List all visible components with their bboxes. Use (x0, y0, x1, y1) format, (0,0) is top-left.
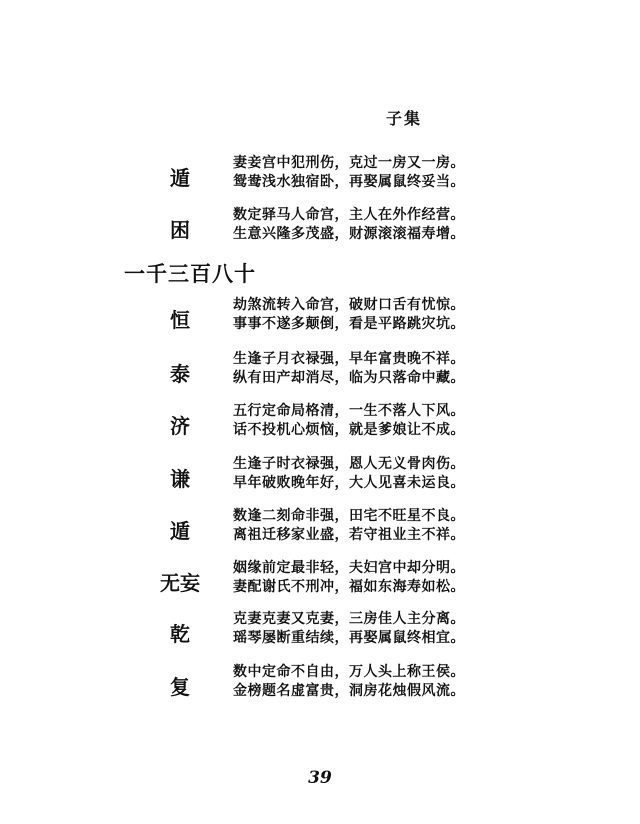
verse-line-1: 姻缘前定最非轻，夫妇宫中却分明。 (233, 560, 465, 576)
verse-line-1: 五行定命局格清，一生不落人下风。 (233, 403, 465, 419)
verse-line-2: 生意兴隆多茂盛，财源滚滚福寿增。 (233, 226, 465, 242)
gua-name: 困 (170, 218, 190, 242)
entry-2 (0, 206, 640, 250)
gua-name: 泰 (170, 362, 190, 386)
entry-9 (0, 610, 640, 654)
verse (233, 559, 465, 597)
entry-7 (0, 507, 640, 551)
verse (233, 296, 465, 334)
verse-line-1: 生逢子时衣禄强，恩人无义骨肉伤。 (233, 456, 465, 472)
verse-line-1: 生逢子月衣禄强，早年富贵晚不祥。 (233, 351, 465, 367)
entry-4 (0, 350, 640, 394)
verse-line-2: 瑶琴屡断重结续，再娶属鼠终相宜。 (233, 630, 465, 646)
verse (233, 154, 465, 192)
page-header: 子集 (386, 109, 423, 128)
verse (233, 610, 465, 648)
verse-line-2: 话不投机心烦恼，就是爹娘让不成。 (233, 422, 465, 438)
gua-name: 恒 (170, 308, 190, 332)
verse-line-2: 妻配谢氏不刑冲，福如东海寿如松。 (233, 579, 465, 595)
page-number: 39 (308, 768, 332, 788)
verse-line-2: 早年破败晚年好，大人见喜未运良。 (233, 475, 465, 491)
entry-6 (0, 455, 640, 499)
entry-5 (0, 402, 640, 446)
gua-name: 遁 (170, 166, 190, 190)
verse (233, 350, 465, 388)
verse-line-1: 劫煞流转入命宫，破财口舌有忧惊。 (233, 297, 465, 313)
verse (233, 206, 465, 244)
gua-name: 遁 (170, 519, 190, 543)
gua-name: 复 (170, 675, 190, 699)
gua-name: 济 (170, 414, 190, 438)
entry-1 (0, 154, 640, 198)
verse (233, 507, 465, 545)
entry-10 (0, 663, 640, 707)
verse-line-1: 数中定命不自由，万人头上称王侯。 (233, 664, 465, 680)
entry-8 (0, 559, 640, 603)
verse-line-1: 数逢二刻命非强，田宅不旺星不良。 (233, 508, 465, 524)
verse-line-1: 克妻克妻又克妻，三房佳人主分离。 (233, 611, 465, 627)
verse-line-1: 妻妾宫中犯刑伤，克过一房又一房。 (233, 155, 465, 171)
verse (233, 663, 465, 701)
gua-name: 无妄 (160, 571, 200, 595)
entry-3 (0, 296, 640, 340)
verse-line-2: 事事不遂多颠倒，看是平路跳灾坑。 (233, 316, 465, 332)
verse-line-2: 离祖迁移家业盛，若守祖业主不祥。 (233, 527, 465, 543)
verse (233, 402, 465, 440)
gua-name: 谦 (170, 467, 190, 491)
verse (233, 455, 465, 493)
verse-line-2: 金榜题名虚富贵，洞房花烛假风流。 (233, 683, 465, 699)
verse-line-1: 数定驿马人命宫，主人在外作经营。 (233, 207, 465, 223)
section-title: 一千三百八十 (124, 261, 256, 286)
gua-name: 乾 (170, 622, 190, 646)
verse-line-2: 鸳鸯浅水独宿卧，再娶属鼠终妥当。 (233, 174, 465, 190)
verse-line-2: 纵有田产却消尽，临为只落命中藏。 (233, 370, 465, 386)
